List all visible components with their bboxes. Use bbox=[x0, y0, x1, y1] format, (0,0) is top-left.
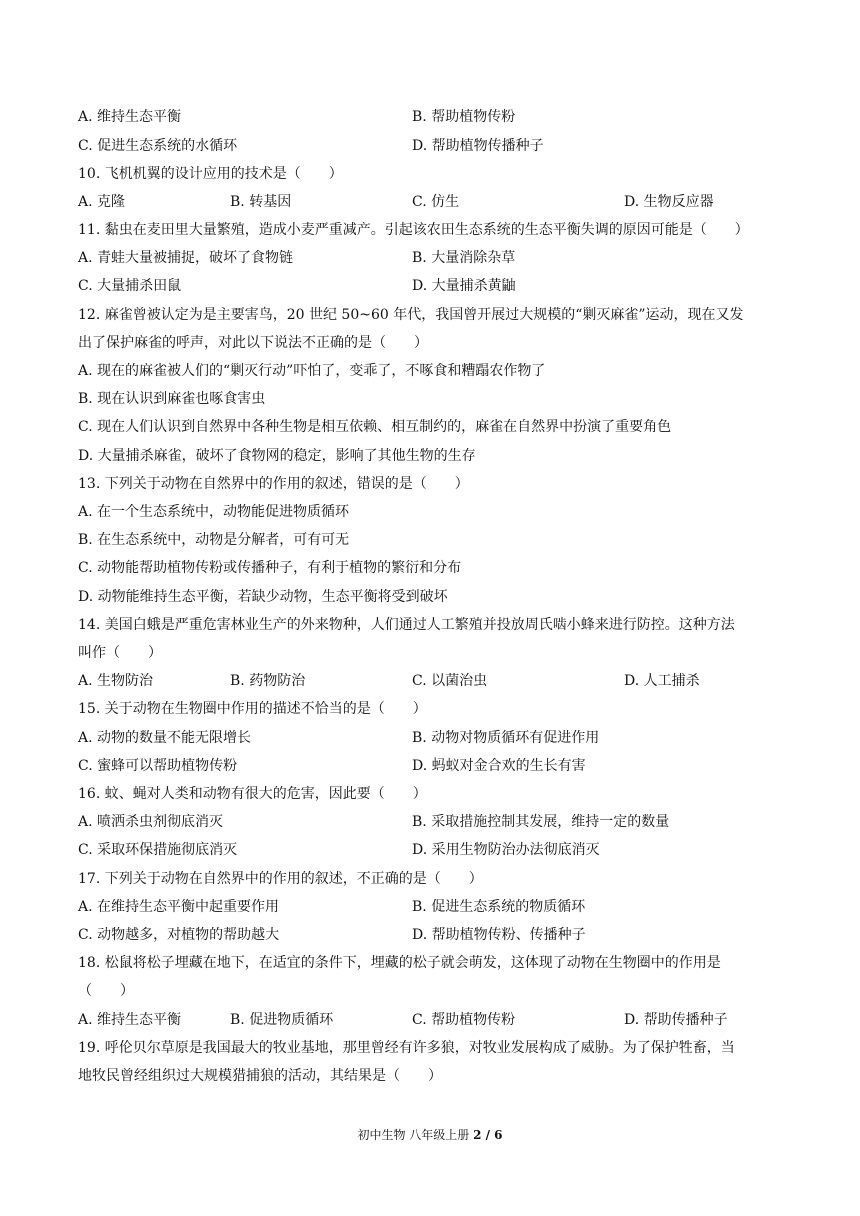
option-b: B. 药物防治 bbox=[230, 673, 306, 689]
option-a: A. 维持生态平衡 bbox=[78, 109, 182, 125]
option-b: D. 采用生物防治办法彻底消灭 bbox=[412, 842, 600, 858]
option-a: C. 蜜蜂可以帮助植物传粉 bbox=[78, 758, 238, 774]
question-line: 叫作（ ） bbox=[78, 645, 162, 661]
question-line: D. 动物能维持生态平衡，若缺少动物，生态平衡将受到破坏 bbox=[78, 589, 448, 605]
option-b: B. 大量消除杂草 bbox=[412, 250, 516, 266]
option-a: A. 动物的数量不能无限增长 bbox=[78, 730, 252, 746]
question-line: C. 现在人们认识到自然界中各种生物是相互依赖、相互制约的，麻雀在自然界中扮演了重要角色 bbox=[78, 419, 672, 435]
question-line: 地牧民曾经组织过大规模猎捕狼的活动，其结果是（ ） bbox=[78, 1068, 442, 1084]
question-line: 13. 下列关于动物在自然界中的作用的叙述，错误的是（ ） bbox=[78, 476, 469, 492]
question-line: 15. 关于动物在生物圈中作用的描述不恰当的是（ ） bbox=[78, 701, 427, 717]
question-line: （ ） bbox=[78, 983, 134, 999]
option-d: D. 帮助传播种子 bbox=[624, 1012, 728, 1028]
option-b: B. 采取措施控制其发展，维持一定的数量 bbox=[412, 814, 670, 830]
option-c: C. 以菌治虫 bbox=[412, 673, 488, 689]
option-b: B. 促进物质循环 bbox=[230, 1012, 334, 1028]
option-a: C. 采取环保措施彻底消灭 bbox=[78, 842, 238, 858]
question-line: D. 大量捕杀麻雀，破坏了食物网的稳定，影响了其他生物的生存 bbox=[78, 448, 476, 464]
option-a: A. 青蛙大量被捕捉，破坏了食物链 bbox=[78, 250, 294, 266]
question-line: 14. 美国白蛾是严重危害林业生产的外来物种，人们通过人工繁殖并投放周氏啮小蜂来进行防控。这种方法 bbox=[78, 617, 735, 633]
option-a: C. 动物越多，对植物的帮助越大 bbox=[78, 927, 280, 943]
footer-text: 初中生物 八年级上册 bbox=[357, 1128, 474, 1142]
question-line: B. 在生态系统中，动物是分解者，可有可无 bbox=[78, 532, 350, 548]
option-b: D. 帮助植物传播种子 bbox=[412, 138, 544, 154]
option-a: C. 促进生态系统的水循环 bbox=[78, 138, 238, 154]
question-line: A. 在一个生态系统中，动物能促进物质循环 bbox=[78, 504, 350, 520]
option-a: A. 克隆 bbox=[78, 194, 126, 210]
page-number: 2 / 6 bbox=[473, 1128, 503, 1142]
option-a: A. 维持生态平衡 bbox=[78, 1012, 182, 1028]
option-c: C. 仿生 bbox=[412, 194, 460, 210]
question-line: 11. 黏虫在麦田里大量繁殖，造成小麦严重减产。引起该农田生态系统的生态平衡失调的原因可能是（ ） bbox=[78, 222, 749, 238]
option-a: A. 生物防治 bbox=[78, 673, 154, 689]
page-footer bbox=[0, 1126, 860, 1144]
option-b: B. 转基因 bbox=[230, 194, 292, 210]
option-b: B. 帮助植物传粉 bbox=[412, 109, 516, 125]
option-a: A. 在维持生态平衡中起重要作用 bbox=[78, 899, 280, 915]
question-line: C. 动物能帮助植物传粉或传播种子，有利于植物的繁衍和分布 bbox=[78, 560, 462, 576]
option-b: D. 大量捕杀黄鼬 bbox=[412, 278, 516, 294]
question-line: 12. 麻雀曾被认定为是主要害鸟，20 世纪 50~60 年代，我国曾开展过大规模的“剿灭麻雀”运动，现在又发 bbox=[78, 307, 744, 323]
option-d: D. 生物反应器 bbox=[624, 194, 714, 210]
question-line: 10. 飞机机翼的设计应用的技术是（ ） bbox=[78, 166, 343, 182]
question-line: 19. 呼伦贝尔草原是我国最大的牧业基地，那里曾经有许多狼，对牧业发展构成了威胁。为了保护牲畜，当 bbox=[78, 1040, 735, 1056]
option-b: B. 促进生态系统的物质循环 bbox=[412, 899, 586, 915]
question-line: 出了保护麻雀的呼声，对此以下说法不正确的是（ ） bbox=[78, 335, 428, 351]
option-c: C. 帮助植物传粉 bbox=[412, 1012, 516, 1028]
option-b: D. 帮助植物传粉、传播种子 bbox=[412, 927, 586, 943]
question-line: 16. 蚊、蝇对人类和动物有很大的危害，因此要（ ） bbox=[78, 786, 427, 802]
question-line: 17. 下列关于动物在自然界中的作用的叙述，不正确的是（ ） bbox=[78, 871, 483, 887]
option-b: B. 动物对物质循环有促进作用 bbox=[412, 730, 600, 746]
option-b: D. 蚂蚁对金合欢的生长有害 bbox=[412, 758, 586, 774]
option-d: D. 人工捕杀 bbox=[624, 673, 700, 689]
option-a: A. 喷洒杀虫剂彻底消灭 bbox=[78, 814, 224, 830]
question-line: A. 现在的麻雀被人们的“剿灭行动”吓怕了，变乖了，不啄食和糟蹋农作物了 bbox=[78, 363, 546, 379]
question-line: 18. 松鼠将松子埋藏在地下，在适宜的条件下，埋藏的松子就会萌发，这体现了动物在生物圈中的作用是 bbox=[78, 955, 721, 971]
question-line: B. 现在认识到麻雀也啄食害虫 bbox=[78, 391, 266, 407]
option-a: C. 大量捕杀田鼠 bbox=[78, 278, 182, 294]
